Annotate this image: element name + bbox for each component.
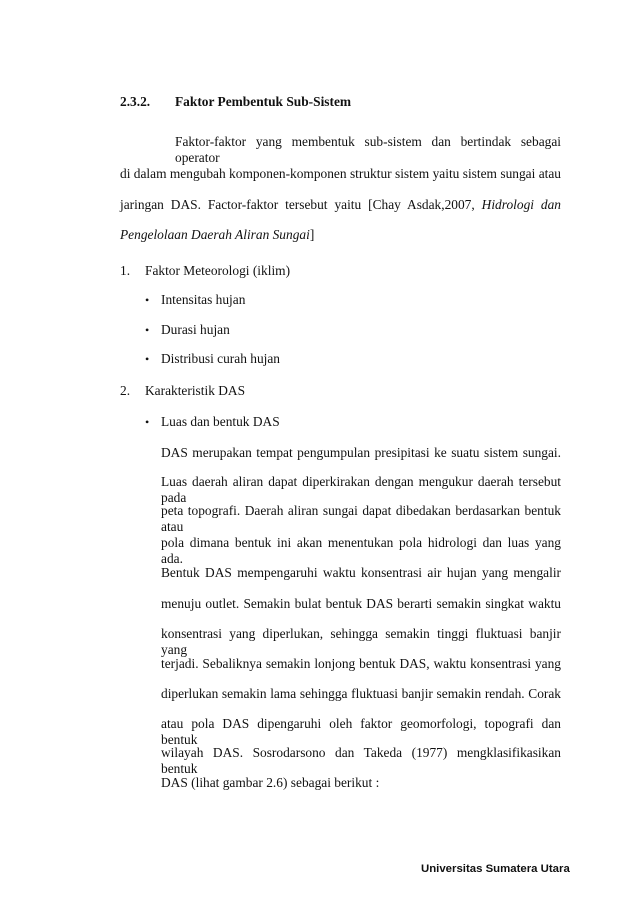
list-1-label: Faktor Meteorologi (iklim) — [145, 263, 291, 278]
list-1-bullet-1: Intensitas hujan — [161, 292, 246, 307]
paragraph-line: Bentuk DAS mempengaruhi waktu konsentrasi air hujan yang mengalir — [161, 565, 561, 580]
list-2-label: Karakteristik DAS — [145, 383, 246, 398]
paragraph-line: konsentrasi yang diperlukan, sehingga semakin tinggi fluktuasi banjir yang — [161, 626, 561, 657]
intro-line-3-italic: Hidrologi dan — [481, 197, 561, 212]
list-2-number: 2. — [120, 383, 131, 398]
paragraph-line: Luas daerah aliran dapat diperkirakan dengan mengukur daerah tersebut pada — [161, 474, 561, 505]
bullet-icon: • — [145, 323, 150, 337]
paragraph-line: wilayah DAS. Sosrodarsono dan Takeda (1977) mengklasifikasikan bentuk — [161, 745, 561, 776]
section-title: Faktor Pembentuk Sub-Sistem — [175, 94, 352, 109]
intro-line-4 — [120, 227, 314, 243]
bullet-icon: • — [145, 352, 150, 366]
list-1-bullet-2: Durasi hujan — [161, 322, 230, 337]
paragraph-line: peta topografi. Daerah aliran sungai dapat dibedakan berdasarkan bentuk atau — [161, 503, 561, 534]
paragraph-line: pola dimana bentuk ini akan menentukan pola hidrologi dan luas yang ada. — [161, 535, 561, 566]
list-1-number: 1. — [120, 263, 131, 278]
bullet-icon: • — [145, 293, 150, 307]
paragraph-line: atau pola DAS dipengaruhi oleh faktor geomorfologi, topografi dan bentuk — [161, 716, 561, 747]
paragraph-line: DAS merupakan tempat pengumpulan presipitasi ke suatu sistem sungai. — [161, 445, 561, 460]
list-2-bullet-1: Luas dan bentuk DAS — [161, 414, 280, 429]
footer-institution: Universitas Sumatera Utara — [421, 863, 570, 875]
intro-line-1: Faktor-faktor yang membentuk sub-sistem dan bertindak sebagai operator — [175, 134, 561, 165]
intro-line-3 — [120, 197, 561, 213]
paragraph-line-last: DAS (lihat gambar 2.6) sebagai berikut : — [161, 775, 380, 790]
intro-line-2: di dalam mengubah komponen-komponen struktur sistem yaitu sistem sungai atau — [120, 166, 561, 181]
paragraph-line: menuju outlet. Semakin bulat bentuk DAS berarti semakin singkat waktu — [161, 596, 561, 611]
section-number: 2.3.2. — [120, 94, 151, 109]
list-1-bullet-3: Distribusi curah hujan — [161, 351, 281, 366]
intro-line-4-italic: Pengelolaan Daerah Aliran Sungai — [120, 227, 310, 242]
bullet-icon: • — [145, 415, 150, 429]
intro-line-3-text: jaringan DAS. Factor-faktor tersebut yaitu [Chay Asdak,2007, — [120, 197, 475, 212]
paragraph-line: terjadi. Sebaliknya semakin lonjong bentuk DAS, waktu konsentrasi yang — [161, 656, 561, 671]
paragraph-line: diperlukan semakin lama sehingga fluktuasi banjir semakin rendah. Corak — [161, 686, 561, 701]
intro-line-4-end: ] — [309, 227, 315, 242]
